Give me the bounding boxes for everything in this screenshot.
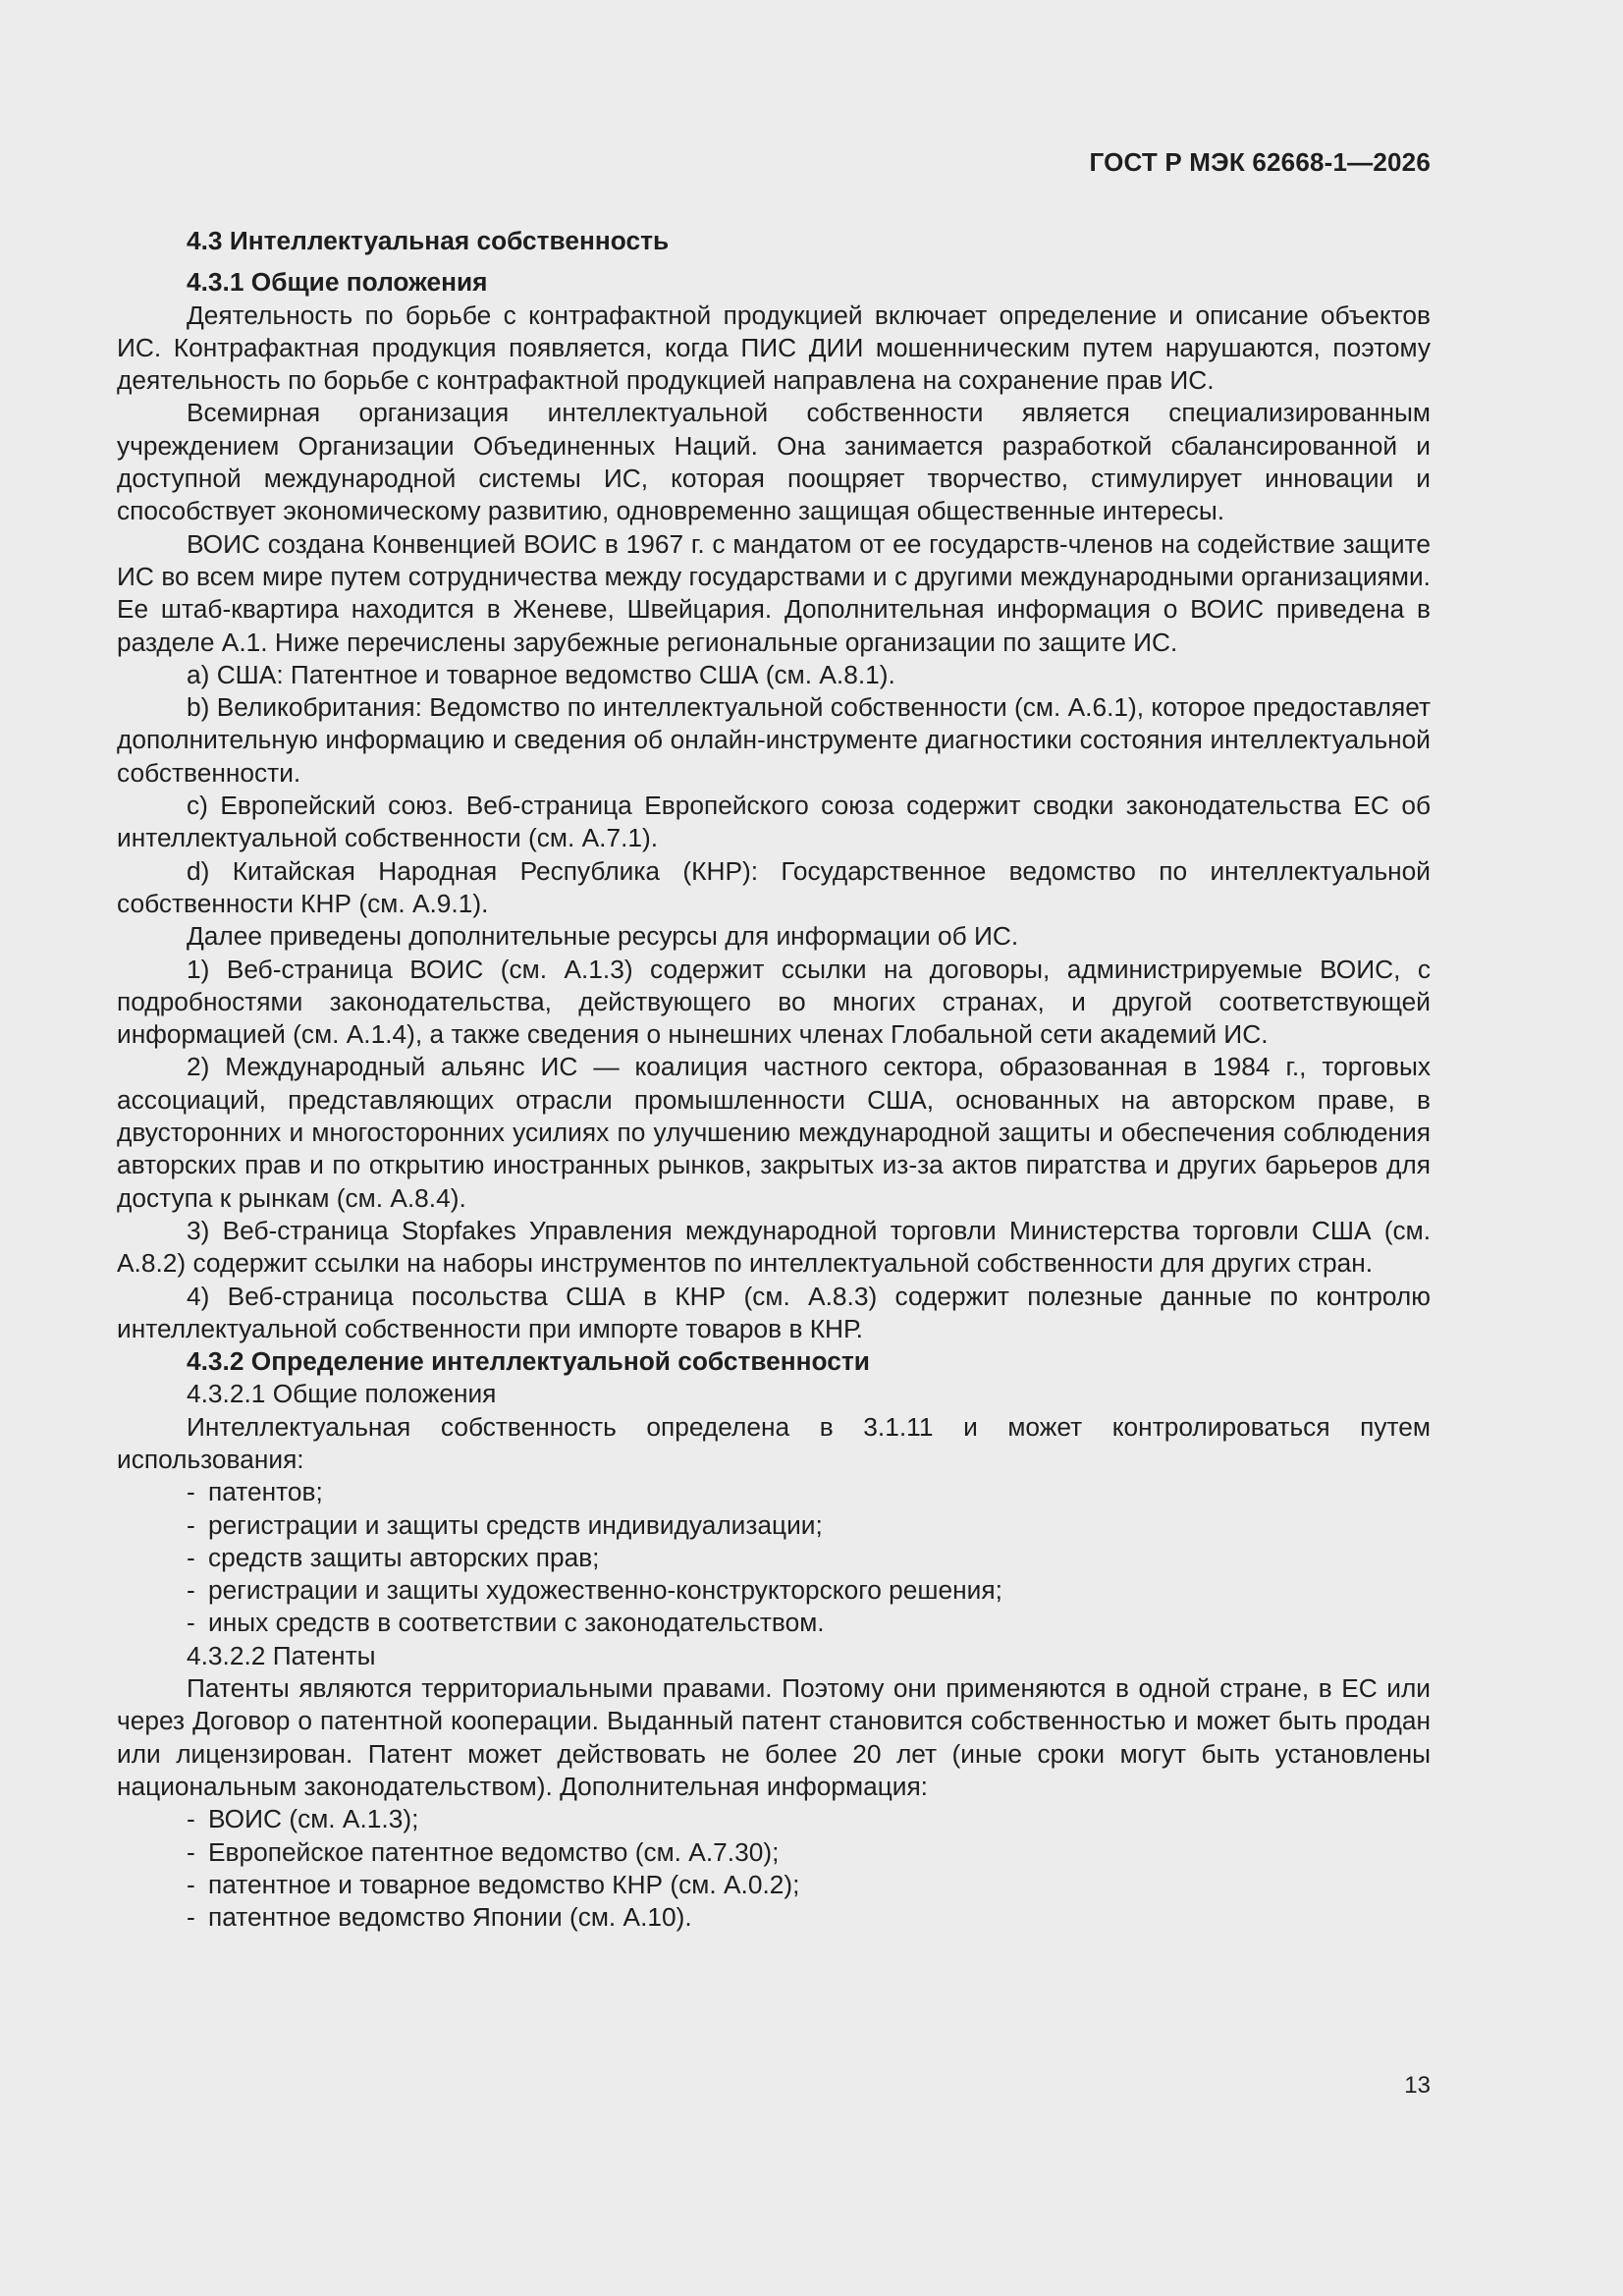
subsection-heading-4-3-2-2: 4.3.2.2 Патенты <box>187 1640 376 1670</box>
list-marker: - <box>187 1542 195 1572</box>
list-item: - средств защиты авторских прав; <box>117 1542 1431 1574</box>
paragraph: Деятельность по борьбе с контрафактной продукцией включает определение и описание объектов ИС. Контрафактная продукция появляется, когда ПИС ДИИ мошенническим путем нарушаются, поэтому деятельность по борьбе с контрафактной продукцией направлена на сохранение прав ИС. <box>117 300 1431 396</box>
dash-list-ip-means <box>117 1476 1431 1639</box>
list-item-1: 1) Веб-страница ВОИС (см. А.1.3) содержит ссылки на договоры, администрируемые ВОИС, с подробностями законодательства, действующего во многих странах, и другой соответствующей информацией (см. А.1.4), а также сведения о нынешних членах Глобальной сети академий ИС. <box>117 954 1431 1050</box>
list-item-a: a) США: Патентное и товарное ведомство США (см. А.8.1). <box>187 659 895 689</box>
list-marker: - <box>187 1477 195 1507</box>
standard-designation: ГОСТ Р МЭК 62668-1—2026 <box>1089 147 1431 177</box>
list-marker: - <box>187 1804 195 1834</box>
subsection-heading-4-3-2-1: 4.3.2.1 Общие положения <box>187 1379 497 1409</box>
list-marker: - <box>187 1575 195 1606</box>
page-content <box>117 225 1431 1934</box>
list-item-2: 2) Международный альянс ИС — коалиция частного сектора, образованная в 1984 г., торговых ассоциаций, представляющих отрасли промышленности США, основанных на авторском праве, в двусторонних и многосторонних усилиях по улучшению международной защиты и обеспечения соблюдения авторских прав и по открытию иностранных рынков, закрытых из-за актов пиратства и других барьеров для доступа к рынкам (см. А.8.4). <box>117 1052 1431 1213</box>
list-item-4: 4) Веб-страница посольства США в КНР (см. А.8.3) содержит полезные данные по контролю интеллектуальной собственности при импорте товаров в КНР. <box>117 1281 1431 1343</box>
list-item-d: d) Китайская Народная Республика (КНР): Государственное ведомство по интеллектуальной собственности КНР (см. А.9.1). <box>117 855 1431 918</box>
list-marker: - <box>187 1509 195 1540</box>
list-marker: - <box>187 1836 195 1867</box>
list-item: - Европейское патентное ведомство (см. А.7.30); <box>117 1836 1431 1869</box>
list-marker: - <box>187 1869 195 1899</box>
list-item-b: b) Великобритания: Ведомство по интеллектуальной собственности (см. А.6.1), которое предоставляет дополнительную информацию и сведения об онлайн-инструменте диагностики состояния интеллектуальной собственности. <box>117 692 1431 788</box>
list-item: - ВОИС (см. А.1.3); <box>117 1803 1431 1835</box>
list-item: - патентов; <box>117 1476 1431 1508</box>
dash-list-patent-offices <box>117 1803 1431 1934</box>
list-item: - регистрации и защиты художественно-конструкторского решения; <box>117 1574 1431 1607</box>
list-item-3: 3) Веб-страница Stopfakes Управления международной торговли Министерства торговли США (см. А.8.2) содержит ссылки на наборы инструментов по интеллектуальной собственности для других стран. <box>117 1215 1431 1279</box>
paragraph: Далее приведены дополнительные ресурсы для информации об ИС. <box>187 921 1019 952</box>
list-item: - патентное и товарное ведомство КНР (см. А.0.2); <box>117 1869 1431 1901</box>
paragraph: Интеллектуальная собственность определена в 3.1.11 и может контролироваться путем использования: <box>117 1411 1431 1474</box>
list-item: - иных средств в соответствии с законодательством. <box>117 1607 1431 1639</box>
list-marker: - <box>187 1608 195 1638</box>
section-heading-4-3-1: 4.3.1 Общие положения <box>187 267 488 298</box>
list-item: - регистрации и защиты средств индивидуализации; <box>117 1509 1431 1542</box>
paragraph: Всемирная организация интеллектуальной собственности является специализированным учреждением Организации Объединенных Наций. Она занимается разработкой сбалансированной и доступной международной системы ИС, которая поощряет творчество, стимулирует инновации и способствует экономическому развитию, одновременно защищая общественные интересы. <box>117 398 1431 526</box>
section-heading-4-3: 4.3 Интеллектуальная собственность <box>187 226 670 255</box>
list-item-c: c) Европейский союз. Веб-страница Европейского союза содержит сводки законодательства ЕС об интеллектуальной собственности (см. А.7.1). <box>117 791 1431 853</box>
paragraph: ВОИС создана Конвенцией ВОИС в 1967 г. с мандатом от ее государств-членов на содействие защите ИС во всем мире путем сотрудничества между государствами и с другими международными организациями. Ее штаб-квартира находится в Женеве, Швейцария. Дополнительная информация о ВОИС приведена в разделе А.1. Ниже перечислены зарубежные региональные организации по защите ИС. <box>117 528 1431 657</box>
page-number: 13 <box>1404 2072 1431 2099</box>
list-marker: - <box>187 1902 195 1933</box>
paragraph: Патенты являются территориальными правами. Поэтому они применяются в одной стране, в ЕС или через Договор о патентной кооперации. Выданный патент становится собственностью и может быть продан или лицензирован. Патент может действовать не более 20 лет (иные сроки могут быть установлены национальным законодательством). Дополнительная информация: <box>117 1673 1431 1801</box>
section-heading-4-3-2: 4.3.2 Определение интеллектуальной собственности <box>187 1346 870 1377</box>
list-item: - патентное ведомство Японии (см. А.10). <box>117 1901 1431 1934</box>
